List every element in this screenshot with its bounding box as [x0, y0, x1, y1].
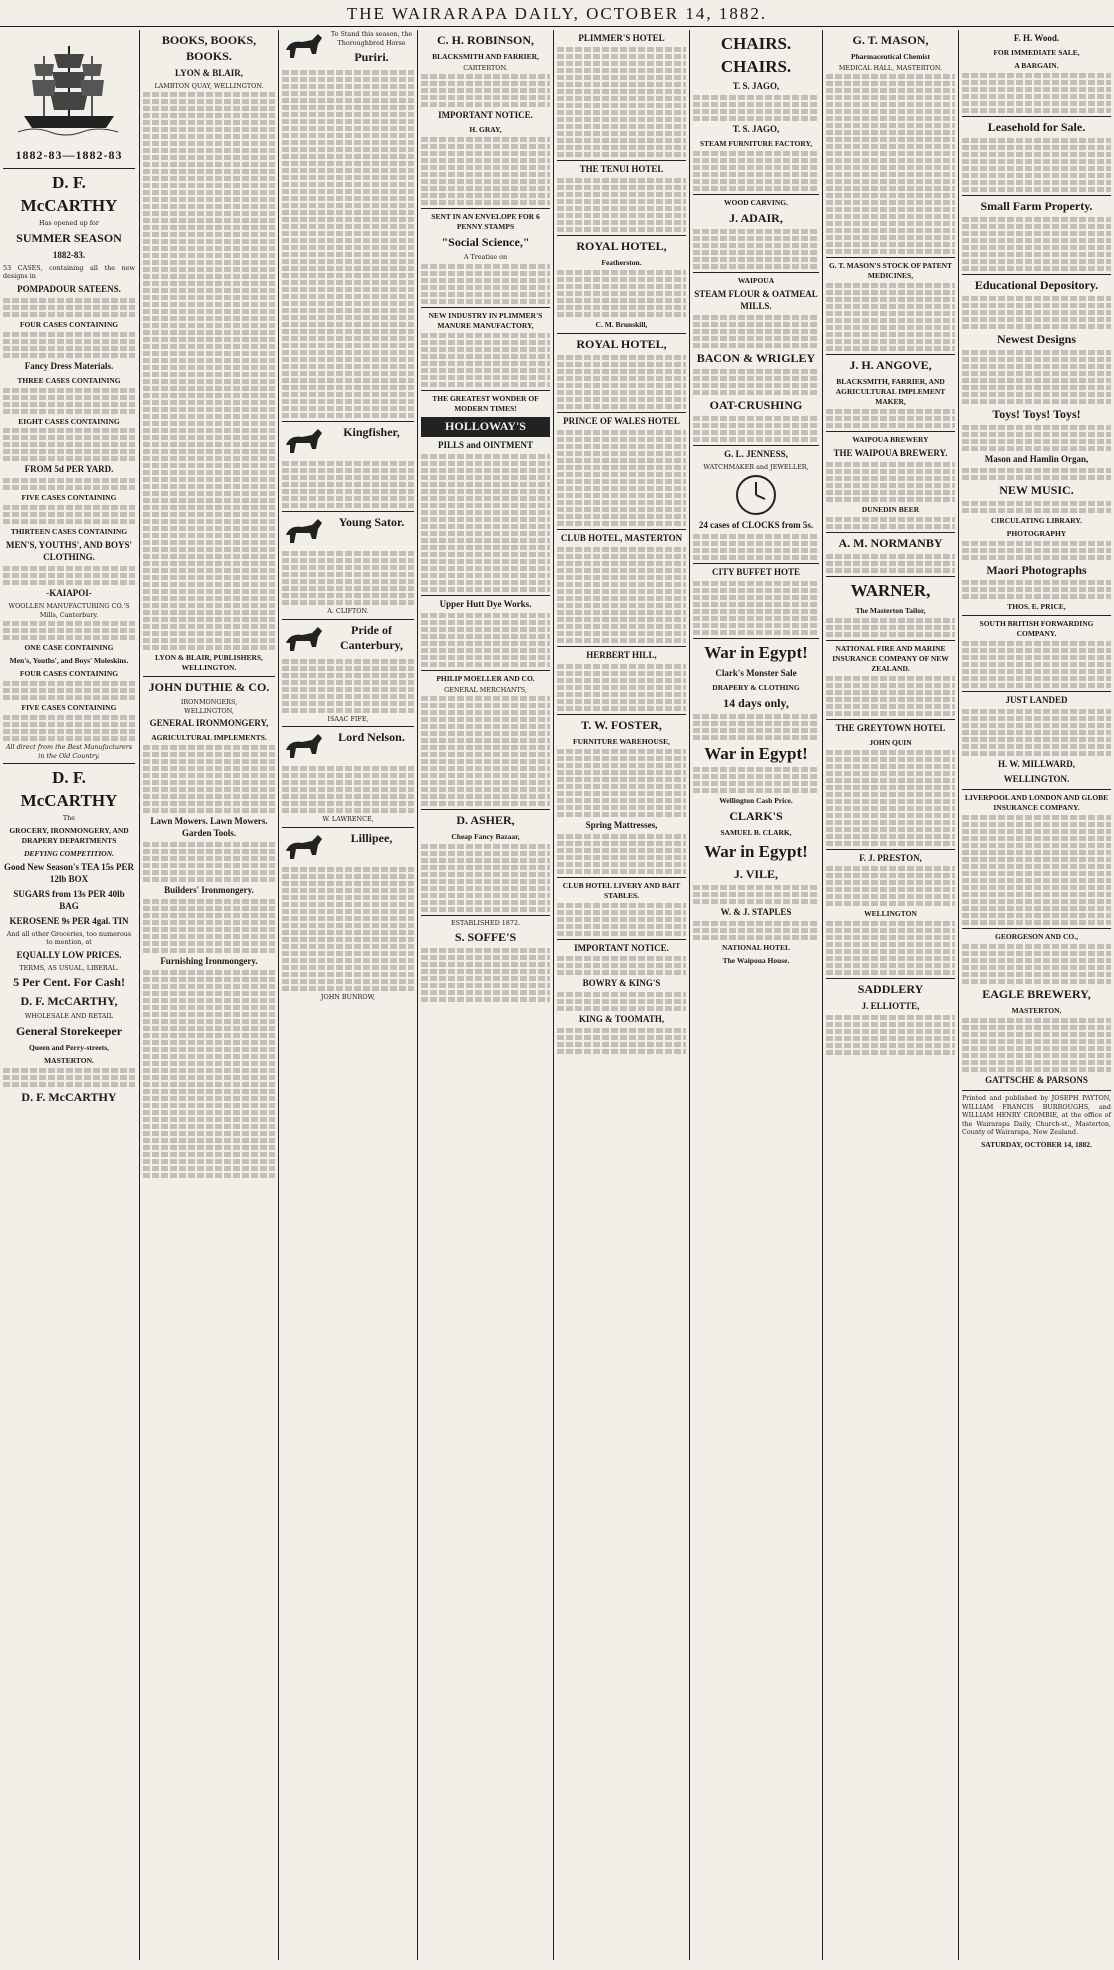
lord-nelson-heading: Lord Nelson.	[338, 730, 405, 745]
stand-season: To Stand this season, the Thoroughbred Horse	[330, 30, 413, 47]
newest-designs: Newest Designs	[997, 331, 1076, 346]
lillipee-heading: Lillipee,	[350, 830, 393, 845]
four-cases-2: FOUR CASES CONTAINING	[19, 669, 119, 679]
clocks-offer: 24 cases of CLOCKS from 5s.	[698, 520, 814, 531]
four-cases: FOUR CASES CONTAINING	[19, 319, 119, 329]
clock-icon	[734, 473, 778, 517]
watchmaker: WATCHMAKER and JEWELLER,	[703, 462, 809, 471]
horse-icon	[282, 625, 326, 655]
horse-icon	[282, 32, 326, 62]
eagle-masterton: MASTERTON.	[1011, 1006, 1062, 1016]
lawn-mowers: Lawn Mowers. Lawn Mowers. Garden Tools.	[150, 816, 268, 839]
millward-wellington: WELLINGTON.	[1003, 774, 1070, 785]
clothing-heading: MEN'S, YOUTHS', AND BOYS' CLOTHING.	[6, 540, 132, 563]
georgeson-heading: GEORGESON AND CO.,	[995, 932, 1078, 942]
eight-cases: EIGHT CASES CONTAINING	[18, 416, 120, 426]
jago-heading: T. S. JAGO,	[732, 81, 780, 92]
agricultural-implements: AGRICULTURAL IMPLEMENTS.	[151, 733, 267, 743]
maori-photographs: Maori Photographs	[986, 562, 1087, 577]
lawrence-sign: W. LAWRENCE,	[322, 815, 374, 824]
important-notice-2: IMPORTANT NOTICE.	[574, 942, 669, 953]
blacksmith-farrier: BLACKSMITH AND FARRIER,	[432, 51, 539, 61]
column-2	[140, 30, 278, 1965]
kingfisher-heading: Kingfisher,	[343, 424, 400, 439]
waipoua-brewery-label: WAIPOUA BREWERY	[852, 435, 929, 445]
greytown-hotel: THE GREYTOWN HOTEL	[835, 722, 946, 733]
royal-hotel-featherston: ROYAL HOTEL,	[576, 238, 667, 253]
eagle-brewery: EAGLE BREWERY,	[982, 987, 1091, 1002]
clifton-sign: A. CLIFTON.	[327, 606, 369, 615]
horse-icon	[282, 732, 326, 762]
defying-competition: DEFYING COMPETITION.	[23, 848, 114, 858]
wood-carving: WOOD CARVING.	[724, 198, 788, 208]
upper-hutt-dye: Upper Hutt Dye Works.	[439, 598, 532, 609]
horse-icon	[282, 427, 326, 457]
imprint-date: SATURDAY, OCTOBER 14, 1882.	[981, 1139, 1092, 1149]
angove-heading: J. H. ANGOVE,	[849, 358, 932, 373]
lyon-blair-publishers: LYON & BLAIR, PUBLISHERS, WELLINGTON.	[155, 653, 263, 673]
masterton-label: MASTERTON.	[44, 1055, 94, 1065]
duthie-heading: JOHN DUTHIE & CO.	[148, 680, 270, 695]
column-4	[418, 30, 553, 1965]
normanby-heading: A. M. NORMANBY	[838, 536, 943, 551]
oat-crushing: OAT-CRUSHING	[709, 397, 803, 412]
dress-materials: Fancy Dress Materials.	[24, 360, 114, 371]
fourteen-days: 14 days only,	[723, 695, 789, 710]
herbert-hill: HERBERT HILL,	[586, 649, 657, 660]
bargain: A BARGAIN.	[1014, 60, 1059, 70]
tea-price: Good New Season's TEA 15s PER 12lb BOX	[3, 861, 135, 884]
new-music: NEW MUSIC.	[999, 482, 1074, 497]
gattsche-parsons: GATTSCHE & PARSONS	[985, 1075, 1088, 1086]
sateens-lead: 53 CASES, containing all the new designs in	[3, 263, 135, 281]
holloways-banner: HOLLOWAY'S	[421, 417, 550, 437]
horse-icon	[282, 833, 326, 863]
angove-trades: BLACKSMITH, FARRIER, AND AGRICULTURAL IMPLEMENT MAKER,	[835, 377, 946, 407]
wholesale-retail: WHOLESALE AND RETAIL	[24, 1012, 114, 1021]
mccarthy-heading-4: D. F. McCARTHY	[21, 1089, 117, 1104]
horse-icon	[282, 517, 326, 547]
forwarding-company: SOUTH BRITISH FORWARDING COMPANY.	[979, 619, 1094, 639]
prince-of-wales: PRINCE OF WALES HOTEL	[563, 415, 680, 426]
war-in-egypt: War in Egypt!	[704, 643, 808, 663]
kerosene-price: KEROSENE 9s PER 4gal. TIN	[9, 915, 129, 926]
five-cases: FIVE CASES CONTAINING	[21, 493, 117, 503]
isaac-fife-sign: ISAAC FIFE,	[327, 714, 369, 723]
drapery-clothing: DRAPERY & CLOTHING	[712, 682, 800, 692]
envelope-stamps: SENT IN AN ENVELOPE FOR 6 PENNY STAMPS	[431, 212, 540, 232]
pride-canterbury-heading: Pride of Canterbury,	[340, 622, 403, 653]
imprint: Printed and published by JOSEPH PAYTON, WILLIAM FRANCIS BURROUGHS, and WILLIAM HENRY CROMBIE, at the office of the Wairarapa Daily, Church-st., Masterton, County of Wairarapa, New Zealand.	[962, 1094, 1111, 1137]
column-5	[554, 30, 689, 1965]
national-insurance: NATIONAL FIRE AND MARINE INSURANCE COMPANY OF NEW ZEALAND.	[832, 643, 949, 673]
king-toomath: KING & TOOMATH,	[578, 1014, 665, 1025]
sugar-price: SUGARS from 13s PER 40lb BAG	[13, 888, 125, 911]
wellington-cash: Wellington Cash Price.	[719, 796, 793, 806]
queen-perry: Queen and Perry-streets,	[28, 1042, 110, 1052]
cheap-bazaar: Cheap Fancy Bazaar,	[451, 831, 520, 841]
furnishing-ironmongery: Furnishing Ironmongery.	[160, 956, 258, 967]
leasehold-sale: Leasehold for Sale.	[987, 119, 1086, 134]
waipoua-brewery: THE WAIPOUA BREWERY.	[833, 448, 948, 459]
social-science: "Social Science,"	[441, 235, 530, 250]
terms-liberal: TERMS, AS USUAL, LIBERAL.	[19, 963, 119, 972]
moleskins: Men's, Youths', and Boys' Moleskins.	[9, 656, 129, 666]
five-cases-2: FIVE CASES CONTAINING	[21, 703, 117, 713]
plimmer-manure: NEW INDUSTRY IN PLIMMER'S MANURE MANUFACTORY,	[428, 310, 543, 330]
photography: PHOTOGRAPHY	[1006, 528, 1067, 538]
plimmers-hotel: PLIMMER'S HOTEL	[578, 33, 665, 43]
millward-heading: H. W. MILLWARD,	[998, 759, 1075, 770]
circulating-library: CIRCULATING LIBRARY.	[990, 515, 1082, 525]
city-buffet: CITY BUFFET HOTE	[711, 567, 801, 578]
ship-illustration	[14, 34, 124, 144]
gray-name: H. GRAY,	[469, 125, 502, 135]
masterton-tailor: The Masterton Tailor,	[855, 605, 926, 615]
builders-ironmongery: Builders' Ironmongery.	[164, 885, 254, 896]
summer-season-heading: SUMMER SEASON	[16, 230, 122, 245]
season-years-banner: 1882-83—1882-83	[15, 148, 123, 162]
vile-heading: J. VILE,	[733, 866, 779, 881]
preston-heading: F. J. PRESTON,	[859, 852, 922, 863]
general-ironmongery: GENERAL IRONMONGERY,	[149, 718, 269, 729]
established-1872: ESTABLISHED 1872.	[450, 918, 521, 927]
foster-heading: T. W. FOSTER,	[581, 717, 662, 732]
robinson-heading: C. H. ROBINSON,	[436, 33, 534, 47]
brunskill-sign: C. M. Brunskill,	[595, 319, 648, 329]
mason-heading: G. T. MASON,	[852, 33, 929, 47]
mccarthy-heading-3: D. F. McCARTHY,	[20, 994, 118, 1009]
groceries-note: And all other Groceries, too numerous to mention, at	[6, 929, 132, 947]
season-year: 1882-83.	[52, 249, 86, 260]
dunedin-beer: DUNEDIN BEER	[861, 505, 920, 515]
asher-heading: D. ASHER,	[456, 813, 515, 828]
direct-note: All direct from the Best Manufacturers in the Old Country.	[5, 743, 133, 760]
just-landed: JUST LANDED	[1005, 695, 1068, 706]
bacon-wrigley: BACON & WRIGLEY	[696, 350, 816, 365]
wood-heading: F. H. Wood.	[1013, 33, 1060, 43]
tenui-hotel: THE TENUI HOTEL	[579, 163, 664, 174]
warner-heading: WARNER,	[850, 581, 931, 601]
the-label: The	[62, 814, 76, 823]
bowry-king: BOWRY & KING'S	[582, 978, 661, 989]
organ-heading: Mason and Hamlin Organ,	[984, 453, 1089, 464]
equally-low-prices: EQUALLY LOW PRICES.	[16, 949, 122, 960]
ironmongers: IRONMONGERS,	[180, 698, 238, 707]
general-merchants: GENERAL MERCHANTS,	[444, 685, 527, 694]
samuel-clark: SAMUEL B. CLARK,	[720, 828, 792, 838]
sateens-heading: POMPADOUR SATEENS.	[17, 283, 121, 294]
lyon-blair: LYON & BLAIR,	[175, 67, 243, 78]
woollen-mills: WOOLLEN MANUFACTURING CO.'S Mills, Canterbury.	[8, 602, 130, 619]
column-8	[959, 30, 1114, 1965]
moeller-heading: PHILIP MOELLER AND CO.	[436, 673, 535, 683]
wellington-label: WELLINGTON	[864, 909, 917, 919]
column-7	[823, 30, 958, 1965]
pills-ointment: PILLS and OINTMENT	[437, 439, 534, 450]
small-farm: Small Farm Property.	[980, 198, 1093, 213]
mccarthy-heading-2: D. F. McCARTHY	[20, 768, 118, 810]
steam-furniture: STEAM FURNITURE FACTORY,	[699, 139, 813, 149]
clarks-monster-sale: Clark's Monster Sale	[715, 667, 797, 678]
jenness-heading: G. L. JENNESS,	[724, 448, 788, 459]
clarks-heading: CLARK'S	[729, 809, 783, 824]
thirteen-cases: THIRTEEN CASES CONTAINING	[10, 527, 128, 537]
greatest-wonder: THE GREATEST WONDER OF MODERN TIMES!	[432, 393, 539, 413]
intro-text: Has opened up for	[39, 219, 99, 228]
from-price: FROM 5d PER YARD.	[24, 464, 114, 475]
immediate-sale: FOR IMMEDIATE SALE,	[993, 47, 1080, 57]
medical-hall: MEDICAL HALL, MASTERTON.	[838, 63, 943, 72]
treatise-on: A Treatise on	[463, 253, 508, 262]
furniture-warehouse: FURNITURE WAREHOUSE,	[573, 736, 670, 746]
books-heading: BOOKS, BOOKS, BOOKS.	[161, 33, 257, 63]
carterton: CARTERTON.	[463, 63, 508, 72]
masthead	[0, 0, 1114, 27]
mason-patent-medicines: G. T. MASON'S STOCK OF PATENT MEDICINES,	[828, 261, 952, 281]
bunrow-sign: JOHN BUNROW,	[320, 992, 376, 1001]
club-hotel: CLUB HOTEL, MASTERTON	[560, 532, 683, 543]
adair-heading: J. ADAIR,	[729, 211, 783, 226]
national-hotel: NATIONAL HOTEL	[721, 942, 790, 952]
general-storekeeper: General Storekeeper	[15, 1023, 123, 1038]
john-quin: JOHN QUIN	[869, 737, 912, 747]
spring-mattresses: Spring Mattresses,	[585, 819, 658, 830]
soffes-heading: S. SOFFE'S	[454, 930, 517, 945]
departments: GROCERY, IRONMONGERY, AND DRAPERY DEPARTMENTS	[9, 825, 129, 845]
waipoua-house: The Waipoua House.	[722, 955, 790, 965]
saddlery-heading: SADDLERY	[857, 982, 924, 997]
column-1	[0, 30, 138, 1965]
club-livery: CLUB HOTEL LIVERY AND BAIT STABLES.	[562, 880, 681, 900]
one-case: ONE CASE CONTAINING	[24, 643, 114, 653]
duthie-wellington: WELLINGTON,	[184, 706, 234, 715]
liverpool-insurance: LIVERPOOL AND LONDON AND GLOBE INSURANCE COMPANY.	[964, 793, 1109, 813]
young-sator-heading: Young Sator.	[338, 514, 405, 529]
war-in-egypt-2: War in Egypt!	[704, 743, 808, 763]
featherston: Featherston.	[601, 257, 642, 267]
mccarthy-heading: D. F. McCARTHY	[20, 172, 118, 215]
toys-heading: Toys! Toys! Toys!	[992, 406, 1081, 421]
cash-discount: 5 Per Cent. For Cash!	[13, 975, 125, 990]
lambton-quay: LAMBTON QUAY, WELLINGTON.	[154, 81, 264, 90]
three-cases: THREE CASES CONTAINING	[17, 375, 121, 385]
staples-heading: W. & J. STAPLES	[720, 906, 792, 917]
pharmaceutical-chemist: Pharmaceutical Chemist	[851, 51, 930, 61]
educational-depository: Educational Depository.	[974, 277, 1099, 292]
important-notice: IMPORTANT NOTICE.	[438, 110, 533, 121]
chairs-heading: CHAIRS. CHAIRS.	[720, 34, 792, 76]
kaiapoi-heading: -KAIAPOI-	[46, 588, 92, 599]
price-heading: THOS. E. PRICE,	[1007, 602, 1066, 612]
war-in-egypt-3: War in Egypt!	[704, 842, 808, 862]
elliotte-heading: J. ELLIOTTE,	[861, 1001, 920, 1012]
masthead-title: THE WAIRARAPA DAILY, OCTOBER 14, 1882.	[346, 4, 768, 23]
column-3	[279, 30, 417, 1965]
puriri-heading: Puriri.	[354, 50, 389, 65]
waipoua-label: WAIPOUA	[737, 276, 775, 286]
column-6	[690, 30, 822, 1965]
royal-hotel-2: ROYAL HOTEL,	[576, 336, 667, 351]
jago-heading-2: T. S. JAGO,	[732, 124, 780, 135]
flour-mills: STEAM FLOUR & OATMEAL MILLS.	[694, 289, 818, 311]
